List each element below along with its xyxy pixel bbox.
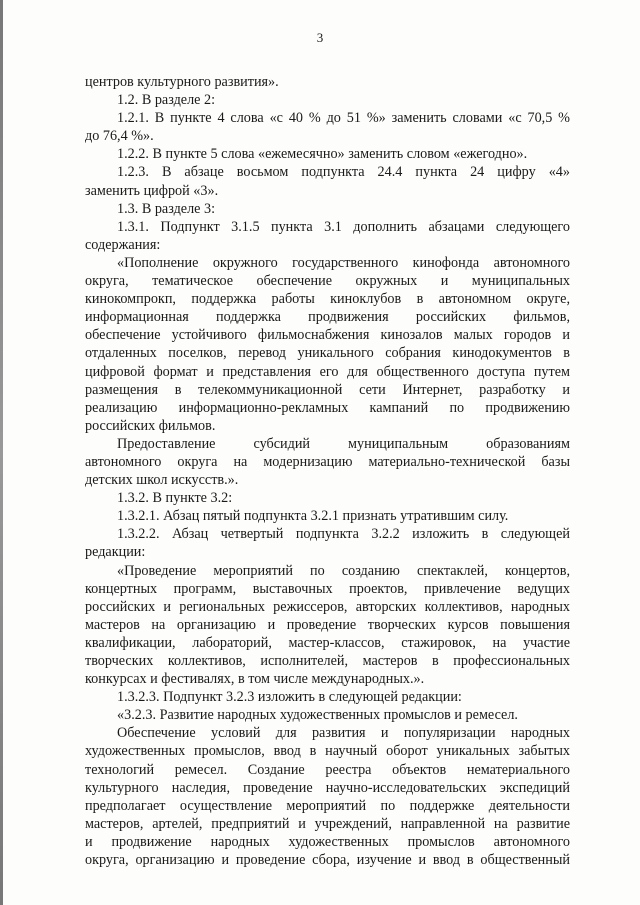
document-body xyxy=(85,73,570,869)
text-line: детских школ искусств.». xyxy=(85,472,239,489)
text-line: концертных программ, выставочных проектов, привлечение ведущих xyxy=(85,580,570,597)
text-line: «Проведение мероприятий по созданию спектаклей, концертов, xyxy=(117,562,570,579)
text-line: конкурсах и фестивалях, в том числе международных.». xyxy=(85,671,425,688)
text-line: Обеспечение условий для развития и популяризации народных xyxy=(117,725,570,742)
text-line: и продвижение народных художественных промыслов автономного xyxy=(85,833,570,850)
page-number: 3 xyxy=(316,30,324,45)
text-line: 1.3.2.3. Подпункт 3.2.3 изложить в следующей редакции: xyxy=(117,689,462,706)
text-line: 1.2.2. В пункте 5 слова «ежемесячно» заменить словом «ежегодно». xyxy=(117,146,528,163)
text-line: 1.2.3. В абзаце восьмом подпункта 24.4 пункта 24 цифру «4» xyxy=(117,164,570,181)
text-line: содержания: xyxy=(85,236,161,253)
text-line: 1.2.1. В пункте 4 слова «с 40 % до 51 %» заменить словами «с 70,5 % xyxy=(117,110,570,127)
text-line: 1.2. В разделе 2: xyxy=(117,92,216,109)
text-line: квалификации, лабораторий, мастер-классов, стажировок, на участие xyxy=(85,634,570,651)
text-line: 1.3.2.1. Абзац пятый подпункта 3.2.1 признать утратившим силу. xyxy=(117,508,509,525)
text-line: 1.3. В разделе 3: xyxy=(117,200,216,217)
text-line: российских и региональных режиссеров, авторских коллективов, народных xyxy=(85,598,570,615)
text-line: до 76,4 %». xyxy=(85,128,154,145)
text-line: редакции: xyxy=(85,544,146,561)
text-line: «3.2.3. Развитие народных художественных промыслов и ремесел. xyxy=(117,707,518,724)
text-line: «Пополнение окружного государственного кинофонда автономного xyxy=(117,254,570,271)
scan-edge-shadow xyxy=(0,0,3,905)
text-line: творческих коллективов, исполнителей, мастеров в профессиональных xyxy=(85,653,570,669)
text-line: отдаленных поселков, перевод уникального собрания кинодокументов в xyxy=(85,345,570,362)
text-line: мастеров на организацию и проведение творческих курсов повышения xyxy=(85,616,570,633)
text-line: Предоставление субсидий муниципальным образованиям xyxy=(117,435,570,452)
text-line: 1.3.1. Подпункт 3.1.5 пункта 3.1 дополнить абзацами следующего xyxy=(117,218,570,235)
text-line: 1.3.2.2. Абзац четвертый подпункта 3.2.2 изложить в следующей xyxy=(117,526,570,543)
text-line: российских фильмов. xyxy=(85,417,216,434)
text-line: информационная поддержка продвижения российских фильмов, xyxy=(85,309,570,326)
text-line: размещения в телекоммуникационной сети Интернет, разработку и xyxy=(85,381,570,398)
text-line: технологий ремесел. Создание реестра объектов нематериального xyxy=(85,761,570,778)
text-line: культурного наследия, проведение научно-исследовательских экспедиций xyxy=(85,779,570,796)
text-line: предполагает осуществление мероприятий по поддержке деятельности xyxy=(85,797,570,814)
text-line: кинокомпрокп, поддержка работы киноклубов в автономном округе, xyxy=(85,291,570,308)
text-line: округа, тематическое обеспечение окружных и муниципальных xyxy=(85,273,570,290)
text-line: 1.3.2. В пункте 3.2: xyxy=(117,490,233,507)
text-line: автономного округа на модернизацию материально-технической базы xyxy=(85,453,570,470)
text-line: реализацию информационно-рекламных кампаний по продвижению xyxy=(85,399,570,416)
text-line: обеспечение устойчивого фильмоснабжения кинозалов малых городов и xyxy=(85,327,570,344)
text-line: округа, организацию и проведение сбора, изучение и ввод в общественный xyxy=(85,852,570,869)
text-line: художественных промыслов, ввод в научный оборот уникальных забытых xyxy=(85,743,570,760)
text-line: заменить цифрой «3». xyxy=(85,182,219,199)
text-line: мастеров, артелей, предприятий и учреждений, направленной на развитие xyxy=(85,815,570,832)
text-line: центров культурного развития». xyxy=(85,74,279,90)
text-line: цифровой формат и представления его для общественного доступа путем xyxy=(85,363,570,380)
